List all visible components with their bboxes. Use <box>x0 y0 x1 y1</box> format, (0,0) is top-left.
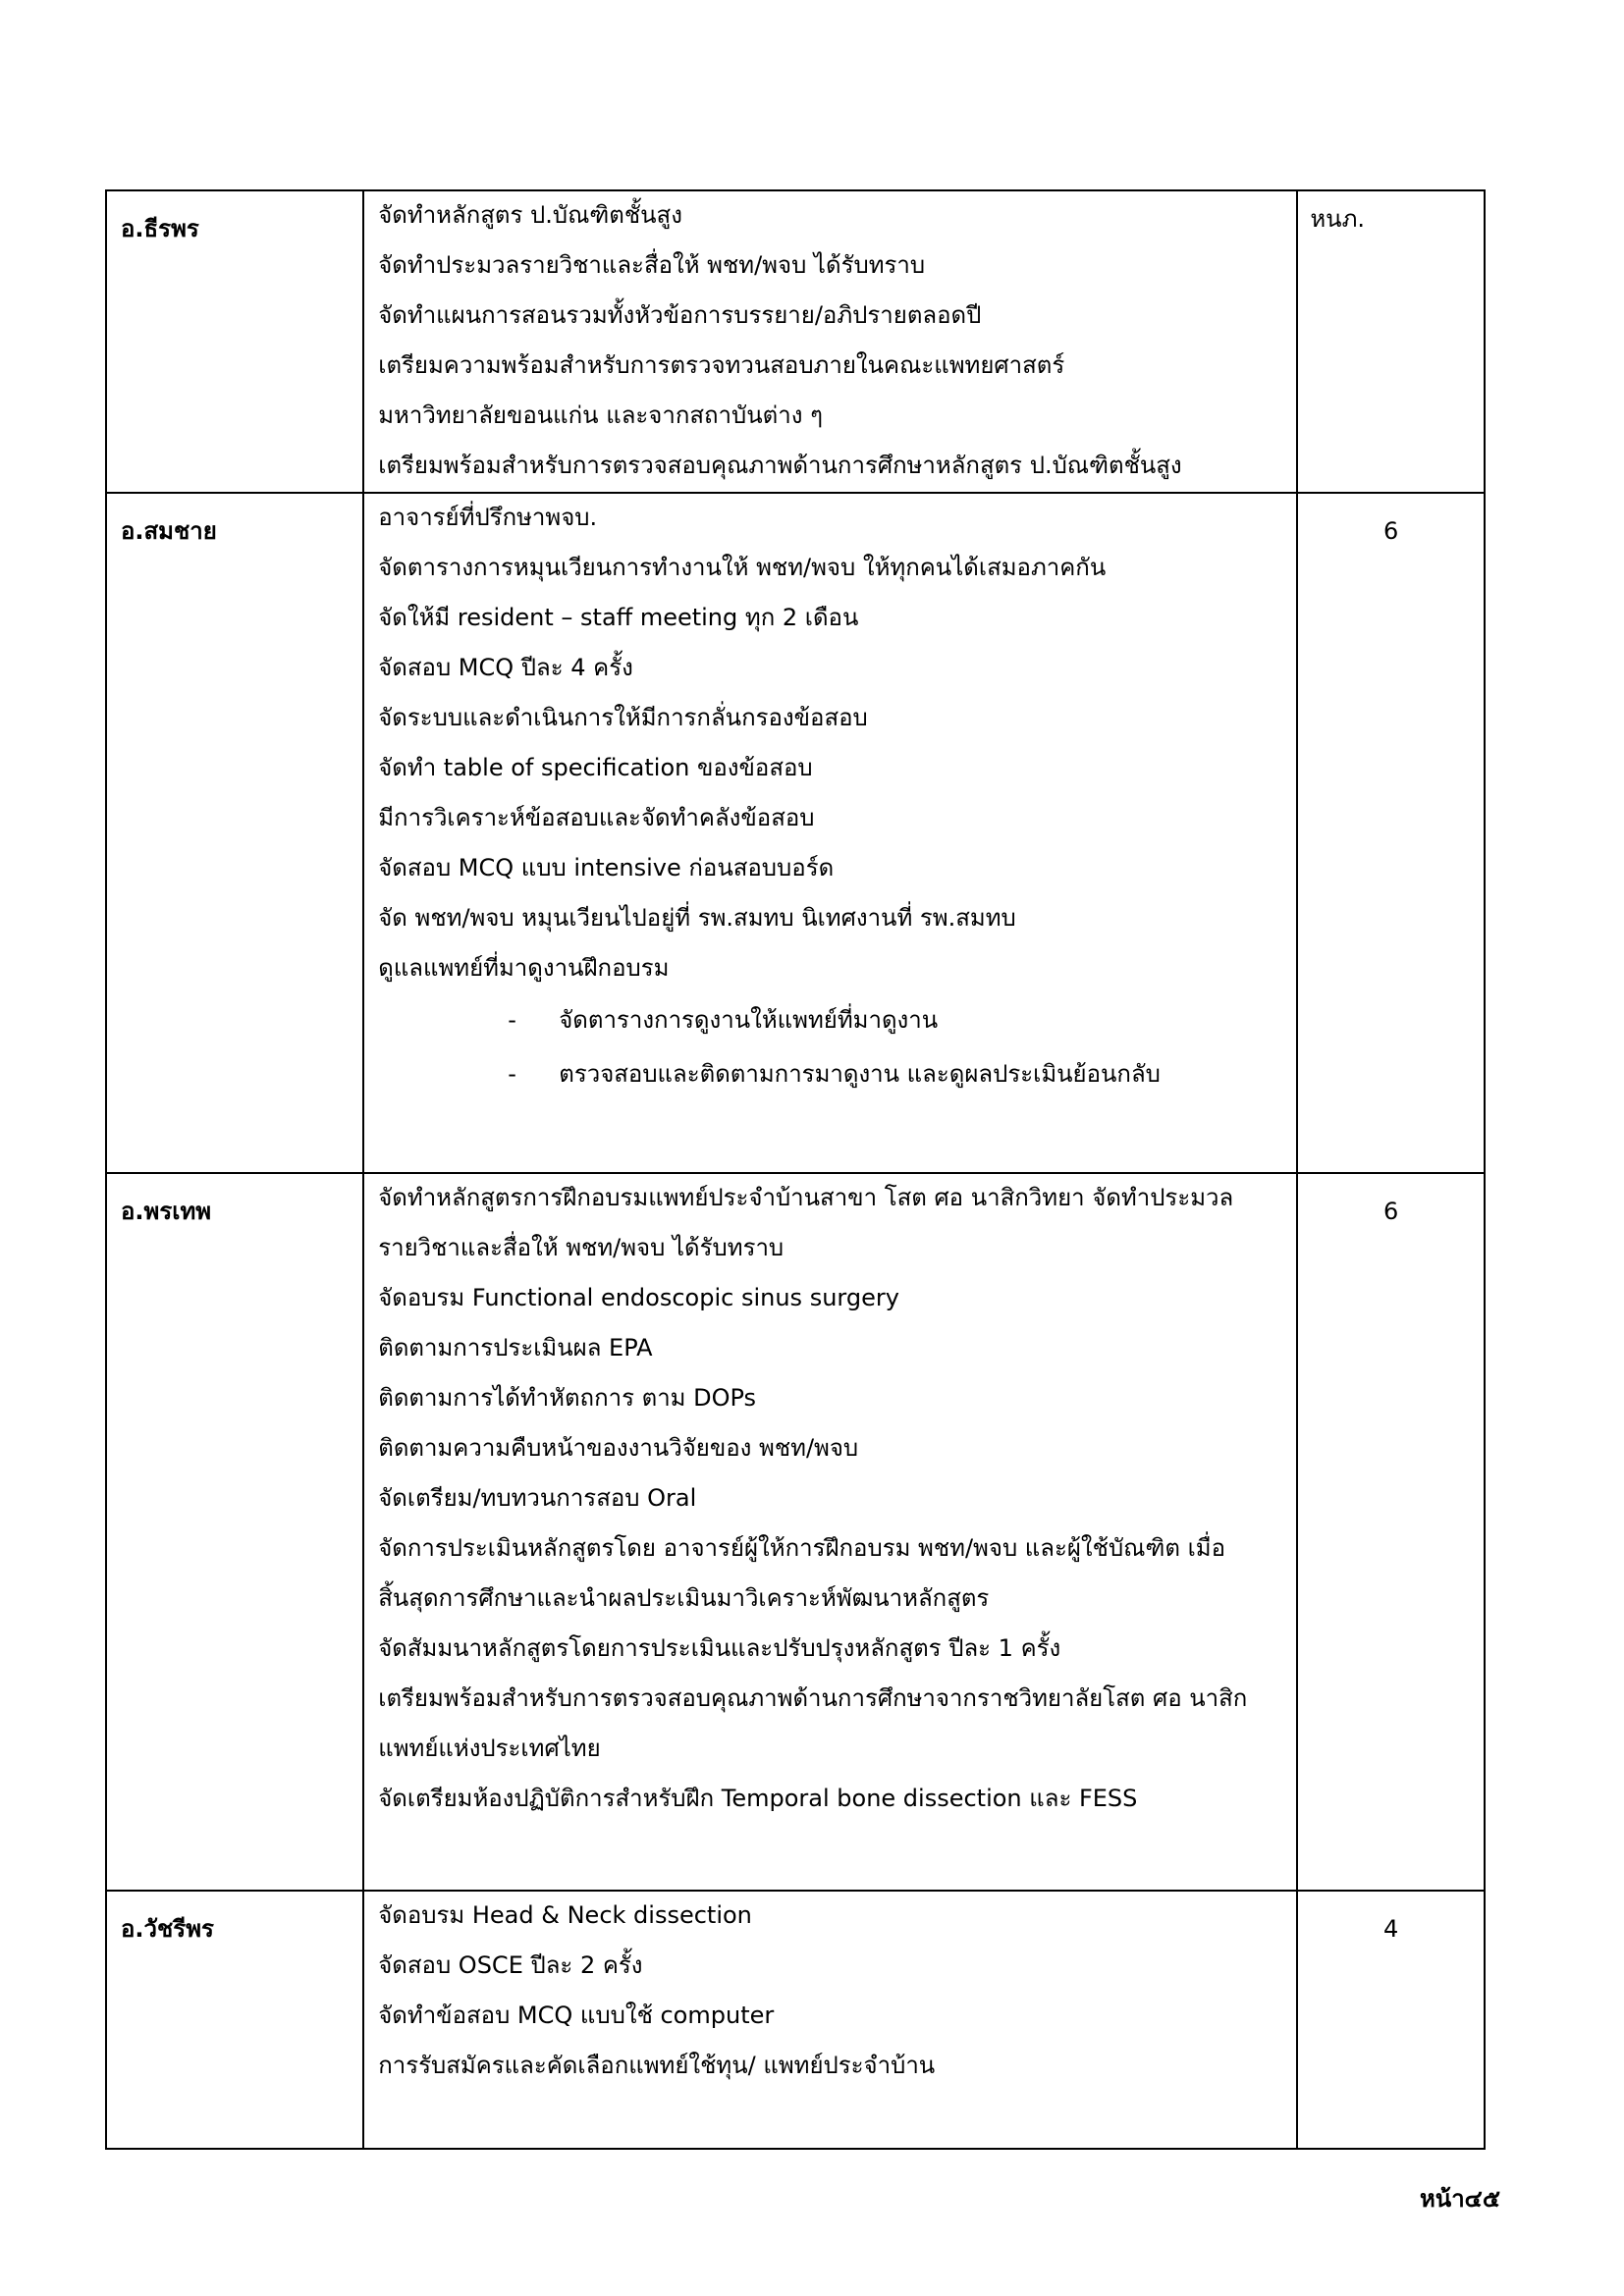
table-row <box>106 1173 1485 1891</box>
task-item: รายวิชาและสื่อให้ พชท/พจบ ได้รับทราบ <box>378 1234 785 1261</box>
instructor-cell <box>106 190 363 493</box>
workload-cell <box>1297 190 1485 493</box>
task-item: เตรียมพร้อมสำหรับการตรวจสอบคุณภาพด้านการศึกษาจากราชวิทยาลัยโสต ศอ นาสิก <box>378 1684 1248 1712</box>
workload-value: 6 <box>1383 517 1399 545</box>
task-item: จัดอบรม Head & Neck dissection <box>378 1901 752 1929</box>
task-item: ดูแลแพทย์ที่มาดูงานฝึกอบรม <box>378 954 670 982</box>
table-row <box>106 1891 1485 2149</box>
task-list <box>364 494 1296 994</box>
instructor-name: อ.สมชาย <box>121 517 217 545</box>
task-item: จัดทำหลักสูตรการฝึกอบรมแพทย์ประจำบ้านสาขา โสต ศอ นาสิกวิทยา จัดทำประมวล <box>378 1184 1234 1211</box>
task-list <box>364 1174 1296 1825</box>
task-item: จัดให้มี resident – staff meeting ทุก 2 เดือน <box>378 604 859 631</box>
workload-value: 4 <box>1383 1915 1399 1943</box>
instructor-cell <box>106 493 363 1173</box>
workload-cell <box>1297 493 1485 1173</box>
task-item: ติดตามความคืบหน้าของงานวิจัยของ พชท/พจบ <box>378 1434 859 1462</box>
instructor-cell <box>106 1173 363 1891</box>
task-item: จัดทำประมวลรายวิชาและสื่อให้ พชท/พจบ ได้รับทราบ <box>378 251 926 279</box>
dash-bullet: - <box>508 1006 516 1034</box>
subtask-item <box>508 994 1296 1048</box>
task-item: จัดสัมมนาหลักสูตรโดยการประเมินและปรับปรุงหลักสูตร ปีละ 1 ครั้ง <box>378 1634 1061 1662</box>
instructor-name: อ.วัชรีพร <box>121 1915 214 1943</box>
task-item: จัดสอบ MCQ ปีละ 4 ครั้ง <box>378 654 633 681</box>
table-row <box>106 493 1485 1173</box>
task-item: แพทย์แห่งประเทศไทย <box>378 1735 601 1762</box>
workload-cell <box>1297 1173 1485 1891</box>
task-item: จัดทำแผนการสอนรวมทั้งหัวข้อการบรรยาย/อภิปรายตลอดปี <box>378 301 982 329</box>
task-item: มหาวิทยาลัยขอนแก่น และจากสถาบันต่าง ๆ <box>378 401 823 429</box>
workload-value: หนภ. <box>1310 205 1366 233</box>
tasks-cell <box>363 493 1297 1173</box>
task-item: สิ้นสุดการศึกษาและนำผลประเมินมาวิเคราะห์พัฒนาหลักสูตร <box>378 1584 990 1612</box>
task-list <box>364 1892 1296 2092</box>
task-item: มีการวิเคราะห์ข้อสอบและจัดทำคลังข้อสอบ <box>378 804 815 831</box>
instructor-name: อ.ธีรพร <box>121 215 199 242</box>
task-item: ติดตามการได้ทำหัตถการ ตาม DOPs <box>378 1384 757 1412</box>
responsibility-table <box>105 189 1486 2150</box>
task-item: จัดเตรียม/ทบทวนการสอบ Oral <box>378 1484 697 1512</box>
tasks-cell <box>363 1891 1297 2149</box>
task-item: เตรียมพร้อมสำหรับการตรวจสอบคุณภาพด้านการศึกษาหลักสูตร ป.บัณฑิตชั้นสูง <box>378 452 1182 479</box>
task-item: จัดสอบ OSCE ปีละ 2 ครั้ง <box>378 1951 643 1979</box>
task-item: จัดทำ table of specification ของข้อสอบ <box>378 754 813 781</box>
instructor-name: อ.พรเทพ <box>121 1198 212 1225</box>
tasks-cell <box>363 190 1297 493</box>
subtask-list <box>364 994 1296 1102</box>
task-item: จัดการประเมินหลักสูตรโดย อาจารย์ผู้ให้การฝึกอบรม พชท/พจบ และผู้ใช้บัณฑิต เมื่อ <box>378 1534 1226 1562</box>
subtask-text: ตรวจสอบและติดตามการมาดูงาน และดูผลประเมินย้อนกลับ <box>559 1060 1161 1088</box>
tasks-cell <box>363 1173 1297 1891</box>
task-item: จัดทำหลักสูตร ป.บัณฑิตชั้นสูง <box>378 201 682 229</box>
subtask-item <box>508 1048 1296 1102</box>
dash-bullet: - <box>508 1060 516 1088</box>
task-item: อาจารย์ที่ปรึกษาพจบ. <box>378 504 598 531</box>
task-item: จัด พชท/พจบ หมุนเวียนไปอยู่ที่ รพ.สมทบ นิเทศงานที่ รพ.สมทบ <box>378 904 1016 932</box>
task-item: จัดอบรม Functional endoscopic sinus surgery <box>378 1284 899 1311</box>
task-item: จัดสอบ MCQ แบบ intensive ก่อนสอบบอร์ด <box>378 854 835 881</box>
task-item: ติดตามการประเมินผล EPA <box>378 1334 653 1362</box>
subtask-text: จัดตารางการดูงานให้แพทย์ที่มาดูงาน <box>559 1006 939 1034</box>
task-list <box>364 191 1296 492</box>
workload-cell <box>1297 1891 1485 2149</box>
task-item: จัดระบบและดำเนินการให้มีการกลั่นกรองข้อสอบ <box>378 704 868 731</box>
workload-value: 6 <box>1383 1198 1399 1225</box>
task-item: เตรียมความพร้อมสำหรับการตรวจทวนสอบภายในคณะแพทยศาสตร์ <box>378 351 1065 379</box>
page-number: หน้า๔๕ <box>1419 2184 1500 2213</box>
task-item: จัดทำข้อสอบ MCQ แบบใช้ computer <box>378 2002 775 2029</box>
table-row <box>106 190 1485 493</box>
task-item: จัดตารางการหมุนเวียนการทำงานให้ พชท/พจบ ให้ทุกคนได้เสมอภาคกัน <box>378 554 1107 581</box>
task-item: จัดเตรียมห้องปฏิบัติการสำหรับฝึก Temporal bone dissection และ FESS <box>378 1785 1138 1812</box>
instructor-cell <box>106 1891 363 2149</box>
task-item: การรับสมัครและคัดเลือกแพทย์ใช้ทุน/ แพทย์ประจำบ้าน <box>378 2052 936 2079</box>
